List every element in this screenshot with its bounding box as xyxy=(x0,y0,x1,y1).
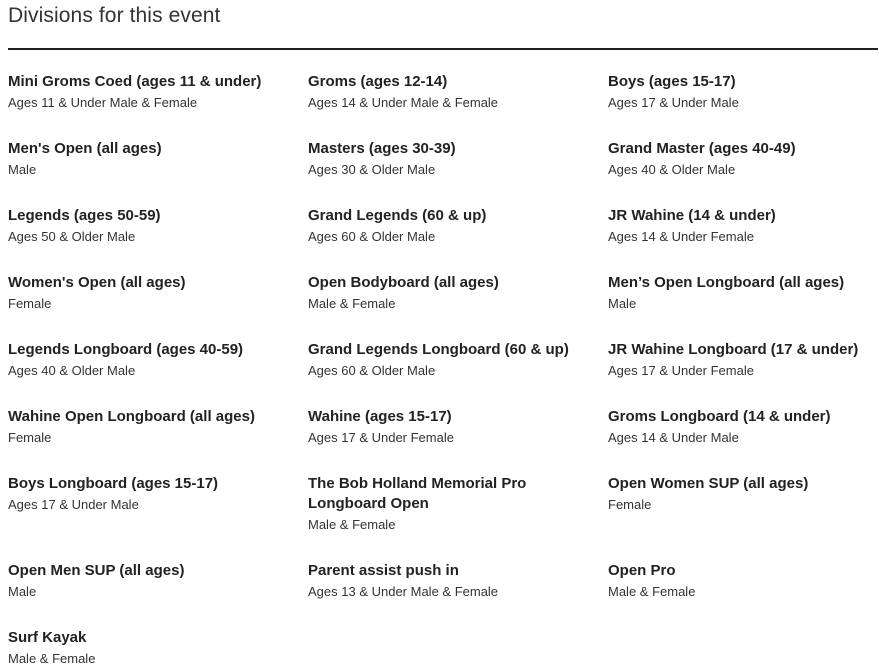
division-name: Wahine Open Longboard (all ages) xyxy=(8,408,255,425)
division-item xyxy=(8,139,298,179)
division-item xyxy=(8,273,298,313)
division-item xyxy=(8,340,298,380)
division-name: Boys Longboard (ages 15-17) xyxy=(8,475,219,492)
division-name: Legends (ages 50-59) xyxy=(8,207,161,224)
division-description: Male xyxy=(608,296,637,311)
division-name: Parent assist push in xyxy=(308,562,459,579)
division-description: Ages 40 & Older Male xyxy=(608,162,736,177)
division-description: Ages 14 & Under Male xyxy=(608,430,739,445)
division-name: Groms (ages 12-14) xyxy=(308,73,448,90)
division-item xyxy=(308,407,598,447)
section-header xyxy=(8,4,878,50)
division-name: Open Women SUP (all ages) xyxy=(608,475,809,492)
page-title: Divisions for this event xyxy=(8,4,221,27)
division-description: Ages 17 & Under Male xyxy=(608,95,739,110)
division-name: Legends Longboard (ages 40-59) xyxy=(8,341,244,358)
division-item xyxy=(8,561,298,601)
division-item xyxy=(608,340,879,380)
division-name: Grand Legends (60 & up) xyxy=(308,207,487,224)
division-name: Mini Groms Coed (ages 11 & under) xyxy=(8,73,262,90)
division-name: Grand Legends Longboard (60 & up) xyxy=(308,341,569,358)
division-item xyxy=(8,407,298,447)
division-description: Ages 50 & Older Male xyxy=(8,229,136,244)
division-description: Ages 14 & Under Female xyxy=(608,229,754,244)
division-description: Female xyxy=(8,296,52,311)
division-description: Ages 14 & Under Male & Female xyxy=(308,95,499,110)
division-description: Ages 40 & Older Male xyxy=(8,363,136,378)
division-description: Male xyxy=(8,584,37,599)
division-description: Male & Female xyxy=(308,296,396,311)
division-name: Masters (ages 30-39) xyxy=(308,140,456,157)
division-item xyxy=(308,273,598,313)
division-name: The Bob Holland Memorial Pro Longboard Open xyxy=(308,475,527,512)
division-description: Ages 30 & Older Male xyxy=(308,162,436,177)
division-name: Open Men SUP (all ages) xyxy=(8,562,185,579)
division-description: Female xyxy=(8,430,52,445)
division-name: JR Wahine (14 & under) xyxy=(608,207,776,224)
division-item xyxy=(608,474,879,514)
division-item xyxy=(608,407,879,447)
division-name: Open Bodyboard (all ages) xyxy=(308,274,499,291)
division-item xyxy=(608,139,879,179)
division-description: Ages 17 & Under Female xyxy=(608,363,754,378)
division-item xyxy=(308,139,598,179)
division-item xyxy=(308,206,598,246)
division-description: Female xyxy=(608,497,652,512)
division-name: Boys (ages 15-17) xyxy=(608,73,736,90)
division-name: Men’s Open Longboard (all ages) xyxy=(608,274,845,291)
division-item xyxy=(8,72,298,112)
division-description: Ages 60 & Older Male xyxy=(308,229,436,244)
division-name: Surf Kayak xyxy=(8,629,87,646)
division-description: Ages 13 & Under Male & Female xyxy=(308,584,499,599)
division-item xyxy=(8,206,298,246)
division-item xyxy=(308,72,598,112)
division-description: Male & Female xyxy=(608,584,696,599)
division-item xyxy=(8,628,298,668)
division-name: JR Wahine Longboard (17 & under) xyxy=(608,341,859,358)
division-item xyxy=(308,561,598,601)
division-description: Male & Female xyxy=(8,651,96,666)
division-item xyxy=(8,474,298,514)
division-name: Grand Master (ages 40-49) xyxy=(608,140,796,157)
division-item xyxy=(608,561,879,601)
division-name: Groms Longboard (14 & under) xyxy=(608,408,831,425)
division-name: Wahine (ages 15-17) xyxy=(308,408,452,425)
division-item xyxy=(608,206,879,246)
division-description: Ages 11 & Under Male & Female xyxy=(8,95,198,110)
division-item xyxy=(308,474,548,534)
division-name: Open Pro xyxy=(608,562,676,579)
division-name: Women's Open (all ages) xyxy=(8,274,186,291)
division-description: Ages 17 & Under Female xyxy=(308,430,454,445)
division-name: Men's Open (all ages) xyxy=(8,140,162,157)
division-description: Male & Female xyxy=(308,517,396,532)
division-item xyxy=(608,273,879,313)
division-description: Ages 17 & Under Male xyxy=(8,497,139,512)
division-description: Ages 60 & Older Male xyxy=(308,363,436,378)
division-description: Male xyxy=(8,162,37,177)
division-item xyxy=(308,340,598,380)
division-item xyxy=(608,72,879,112)
